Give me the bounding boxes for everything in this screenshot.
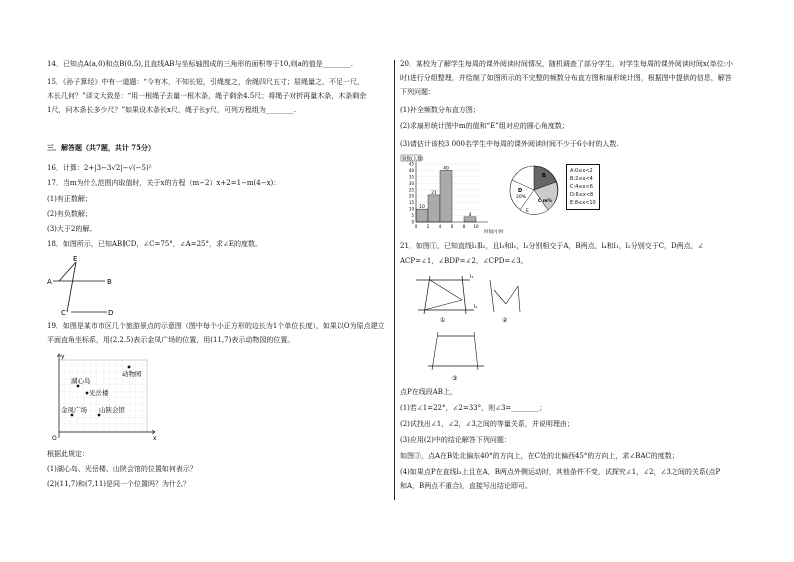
question-20-part-2: (2)求扇形统计图中m的值和“E”组对应的圆心角度数；	[400, 122, 569, 130]
question-21-part-3: (3)应用(2)中的结论解答下列问题：	[400, 436, 511, 444]
label-e: E	[73, 255, 78, 263]
y-tick-label: 0	[411, 219, 414, 225]
bar-value-label: 4	[468, 212, 472, 218]
question-19-line-2: 平面直角坐标系，用(2,2.5)表示金凤广场的位置，用(11,7)表示动物园的位置。	[47, 336, 295, 344]
x-tick-label: 10	[473, 224, 479, 229]
y-tick-label: 5	[411, 213, 414, 219]
question-21-line-1: 21．如图①，已知直线l₁∥l₂，且l₃和l₁，l₂分别相交于A，B两点，l₄和l₁，l₂分别交于C，D两点，∠	[400, 242, 704, 250]
pie-chart	[504, 160, 564, 220]
question-17-part-1: (1)有正数解；	[47, 195, 92, 203]
question-19-part-1: (1)湖心岛、光岳楼、山陕会馆的位置如何表示？	[47, 465, 197, 473]
y-tick-label: 20	[408, 193, 414, 199]
question-18: 18．如图所示，已知AB∥CD，∠C=75°，∠A=25°，求∠E的度数。	[47, 240, 262, 248]
question-20-part-3: (3)请估计该校3 000名学生中每周的课外阅读时间不少于6小时的人数.	[400, 140, 619, 148]
label-d: D	[108, 309, 114, 316]
question-17: 17．当m为什么范围内取值时，关于x的方程（m−2）x+2=1−m(4−x)：	[47, 179, 281, 187]
y-tick-label: 15	[408, 200, 414, 206]
bar-value-label: 21	[431, 190, 437, 196]
question-17-part-2: (2)有负数解；	[47, 210, 92, 218]
histogram-bar	[416, 209, 428, 222]
question-21-part-1: (1)若∠1=22°，∠2=33°，则∠3=________；	[400, 404, 547, 412]
legend-c: C:4≤x<6	[570, 184, 593, 190]
bar-value-label: 40	[443, 166, 449, 172]
label-square: 金凤广场	[61, 406, 87, 414]
axis-y-label: y	[61, 353, 65, 360]
histogram-x-ticks	[415, 224, 479, 229]
question-20-line-2: 时)进行分组整理，并绘制了如图所示的不完整的频数分布直方图和扇形统计图，根据图中提供的信息，解答	[400, 74, 732, 82]
question-21-condition: 点P在线段AB上，	[400, 388, 457, 396]
histogram-bar	[428, 195, 440, 222]
question-20-line-1: 20．某校为了解学生每周的课外阅读时间情况，随机调查了部分学生，对学生每周的课外阅读时间x(单位:小	[400, 60, 733, 68]
question-21-line-2: ACP=∠1，∠BDP=∠2，∠CPD=∠3。	[400, 257, 528, 265]
axis-x-label: x	[153, 435, 157, 442]
label-l1: l₁	[470, 274, 474, 280]
y-tick-label: 10	[408, 206, 414, 212]
histogram-bar	[440, 170, 452, 222]
label-lake: 湖心岛	[71, 377, 91, 385]
origin-label: O	[52, 435, 57, 442]
y-tick-label: 35	[408, 174, 414, 180]
pie-label-b: B	[542, 173, 546, 179]
question-21-part-3-detail: 如图③，点A在B处北偏东40°的方向上，在C处的北偏西45°的方向上，求∠BAC的度数；	[400, 452, 679, 460]
y-tick-label: 30	[408, 180, 414, 186]
bar-value-label: 10	[419, 205, 425, 211]
question-19-part-2: (2)(11,7)和(7,11)是同一个位置吗？为什么？	[47, 480, 191, 488]
pie-label-c: C m%	[538, 199, 553, 204]
label-hall: 山陕会馆	[99, 406, 125, 414]
x-tick-label: 8	[462, 224, 466, 229]
question-16: 16．计算：2+|3−3√2|−√(−5)²	[47, 164, 152, 172]
figure-label-1: ①	[440, 317, 446, 324]
question-14: 14．已知点A(a,0)和点B(0,5),且直线AB与坐标轴围成的三角形的面积等于10,则a的值是________.	[47, 60, 353, 68]
question-21-part-4-line-2: 和A，B两点不重合)，直接写出结论即可。	[400, 482, 532, 490]
question-19-prompt: 根据此规定：	[47, 450, 89, 458]
figure-21	[414, 268, 564, 386]
legend-a: A:0≤x<2	[570, 168, 593, 174]
histogram-ylabel: 频数(人数)	[402, 157, 424, 162]
legend-e: E:8≤x<10	[570, 200, 596, 206]
question-15-line-3: 1尺，问木条长多少尺？”如果设木条长x尺，绳子长y尺，可列方程组为________.	[47, 106, 297, 114]
figure-18	[47, 254, 127, 316]
figure-label-2: ②	[502, 317, 508, 324]
question-20-line-3: 下列问题：	[400, 88, 435, 96]
histogram-bars	[416, 165, 476, 222]
question-19-line-1: 19．如图是某市市区几个旅游景点的示意图（图中每个小正方形的边长为1个单位长度），如果以O为原点建立	[47, 322, 385, 330]
figure-19-map	[51, 352, 161, 444]
y-tick-label: 25	[408, 187, 414, 193]
question-21-part-4-line-1: (4)如果点P在直线l₃上且在A，B两点外侧运动时，其他条件不变，试探究∠1，∠2，∠3之间的关系(点P	[400, 468, 721, 476]
figure-label-3: ③	[452, 375, 458, 382]
column-divider	[394, 60, 395, 500]
pie-label-pct: 20%	[516, 195, 527, 200]
pie-label-d: D	[518, 188, 523, 194]
pie-label-e: E	[526, 209, 529, 214]
histogram	[400, 154, 510, 234]
y-tick-label: 45	[408, 161, 414, 167]
x-tick-label: 2	[426, 224, 430, 229]
label-a: A	[47, 278, 52, 286]
x-tick-label: 0	[414, 224, 418, 229]
question-15-line-1: 15．《孙子算经》中有一道题：“今有木，不知长短，引绳度之，余绳四尺五寸；屈绳量之，不足一尺，	[47, 78, 364, 86]
histogram-xlabel: 时间/小时	[484, 230, 504, 234]
label-tower: 光岳楼	[89, 389, 109, 397]
x-tick-label: 4	[438, 224, 442, 229]
question-21-part-2: (2)试找出∠1，∠2，∠3之间的等量关系，并说明理由；	[400, 420, 574, 428]
x-tick-label: 6	[450, 224, 454, 229]
pie-legend	[566, 164, 600, 210]
label-c: C	[61, 309, 66, 316]
legend-d: D:6≤x<8	[570, 192, 594, 198]
section-3-title: 三．解答题（共7题，共计 75分）	[47, 143, 156, 152]
legend-b: B:2≤x<4	[570, 176, 593, 182]
label-zoo: 动物园	[122, 370, 142, 378]
question-20-part-1: (1)补全频数分布直方图；	[400, 106, 480, 114]
question-15-line-2: 木长几何？”译文大致是：“用一根绳子去量一根木条，绳子剩余4.5尺；将绳子对折再量木条，木条剩余	[47, 92, 367, 100]
question-17-part-3: (3)大于2的解。	[47, 225, 97, 233]
label-b: B	[107, 278, 112, 286]
y-tick-label: 40	[408, 167, 414, 173]
label-l2: l₂	[474, 304, 478, 310]
